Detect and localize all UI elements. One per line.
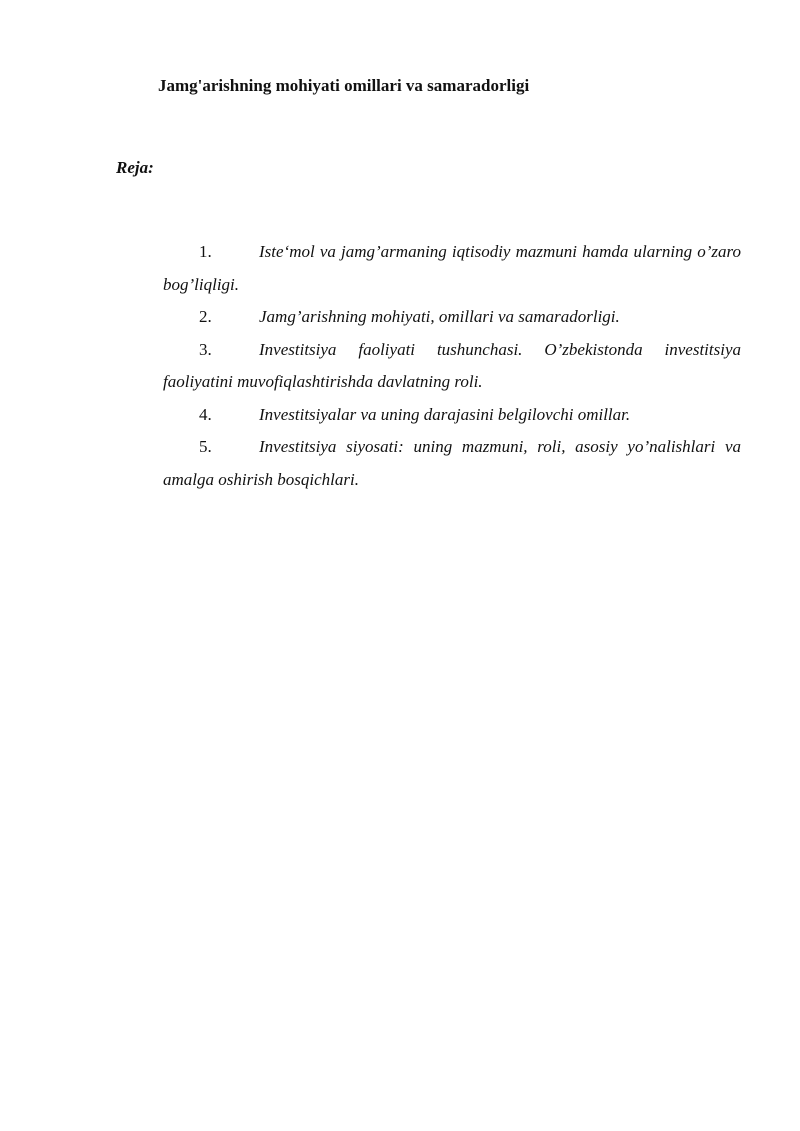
plan-item-number: 3.: [199, 339, 212, 359]
plan-item-4: [163, 399, 741, 432]
plan-item-5: [163, 431, 741, 496]
plan-list: [163, 236, 741, 496]
plan-item-number: 2.: [199, 307, 212, 326]
plan-heading: Reja:: [116, 158, 154, 177]
plan-item-number: 5.: [199, 437, 212, 456]
plan-item-text: Investitsiya siyosati: uning mazmuni, roli, asosiy yo’nalishlari va amalga oshirish bosqichlari.: [163, 437, 741, 489]
document-title: Jamg'arishning mohiyati omillari va samaradorligi: [158, 76, 530, 95]
plan-item-number: 1.: [199, 242, 212, 261]
plan-item-2: [163, 301, 741, 334]
plan-item-3: [163, 334, 741, 399]
plan-item-text: Jamg’arishning mohiyati, omillari va samaradorligi.: [259, 307, 620, 326]
plan-item-1: [163, 236, 741, 301]
plan-item-text: Investitsiya faoliyati tushunchasi. O’zbekistonda investitsiya faoliyatini muvofiqlashtirishda davlatning roli.: [163, 339, 741, 391]
plan-item-text: Investitsiyalar va uning darajasini belgilovchi omillar.: [259, 404, 631, 424]
plan-item-number: 4.: [199, 404, 212, 424]
plan-item-text: Iste‘mol va jamg’armaning iqtisodiy mazmuni hamda ularning o’zaro bog’liqligi.: [163, 242, 741, 294]
